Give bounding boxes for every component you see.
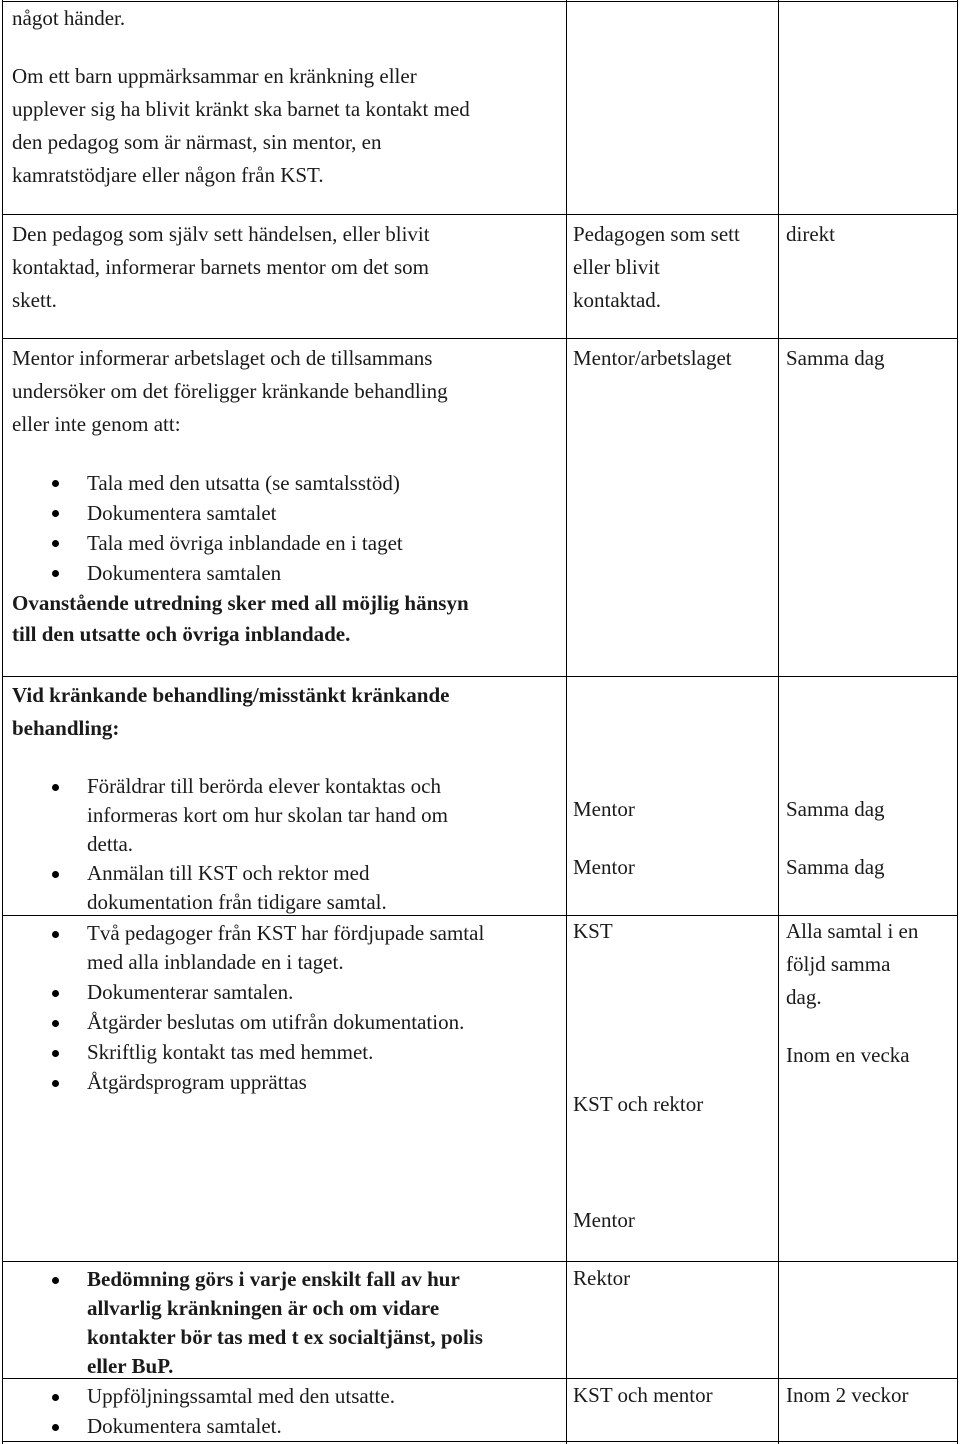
- investigation-bullet: Tala med övriga inblandade en i taget: [87, 528, 403, 558]
- child-report-line: Om ett barn uppmärksammar en kränkning eller: [12, 64, 417, 88]
- investigation-bullet: Tala med den utsatta (se samtalsstöd): [87, 468, 400, 498]
- mentor-informs-line: undersöker om det föreligger kränkande behandling: [12, 379, 448, 403]
- row-divider-2: [2, 338, 958, 339]
- bullet-icon: [52, 1394, 59, 1401]
- assessment-bullet: Bedömning görs i varje enskilt fall av hur allvarlig kränkningen är och om vidare kontakter bör tas med t ex socialtjänst, polis eller BuP.: [87, 1265, 483, 1381]
- bullet-icon: [52, 1020, 59, 1027]
- responsible-cell: Mentor: [573, 797, 635, 821]
- responsible-cell: Mentor: [573, 1208, 635, 1232]
- table-border-bottom: [2, 1441, 958, 1442]
- responsible-cell: KST och rektor: [573, 1092, 704, 1116]
- bullet-icon: [52, 1424, 59, 1431]
- investigation-note-line: Ovanstående utredning sker med all möjlig hänsyn: [12, 591, 469, 615]
- timing-cell: Samma dag: [786, 346, 885, 370]
- column-divider-1: [566, 0, 567, 1444]
- action-bullet: Åtgärder beslutas om utifrån dokumentation.: [87, 1008, 464, 1037]
- action-bullet: Dokumenterar samtalen.: [87, 978, 293, 1007]
- section-heading-line: behandling:: [12, 716, 120, 740]
- action-bullet: Skriftlig kontakt tas med hemmet.: [87, 1038, 373, 1067]
- timing-cell: Samma dag: [786, 855, 885, 879]
- responsible-cell: Mentor: [573, 855, 635, 879]
- row-divider-5: [2, 1261, 958, 1262]
- timing-cell: Inom 2 veckor: [786, 1383, 909, 1407]
- row-divider-1: [2, 214, 958, 215]
- row-divider-3: [2, 676, 958, 677]
- intro-tail-text: något händer.: [12, 6, 126, 30]
- followup-bullet: Uppföljningssamtal med den utsatte.: [87, 1382, 395, 1411]
- timing-cell: Alla samtal i en: [786, 919, 919, 943]
- table-border-left: [2, 0, 3, 1444]
- action-bullet: Två pedagoger från KST har fördjupade samtal med alla inblandade en i taget.: [87, 919, 484, 977]
- table-border-right: [957, 0, 958, 1444]
- responsible-cell: Mentor/arbetslaget: [573, 346, 732, 370]
- investigation-bullet: Dokumentera samtalet: [87, 498, 277, 528]
- mentor-informs-line: eller inte genom att:: [12, 412, 181, 436]
- bullet-icon: [52, 990, 59, 997]
- child-report-line: den pedagog som är närmast, sin mentor, en: [12, 130, 382, 154]
- action-bullet: Föräldrar till berörda elever kontaktas och informeras kort om hur skolan tar hand om detta.: [87, 772, 448, 859]
- child-report-line: upplever sig ha blivit kränkt ska barnet ta kontakt med: [12, 97, 470, 121]
- timing-cell: Inom en vecka: [786, 1043, 910, 1067]
- responsible-cell: eller blivit: [573, 255, 660, 279]
- investigation-note-line: till den utsatte och övriga inblandade.: [12, 622, 351, 646]
- pedagog-informs-line: kontaktad, informerar barnets mentor om det som: [12, 255, 429, 279]
- row-divider-top: [2, 1, 958, 2]
- bullet-icon: [52, 871, 59, 878]
- bullet-icon: [52, 931, 59, 938]
- timing-cell: direkt: [786, 222, 835, 246]
- responsible-cell: Rektor: [573, 1266, 631, 1290]
- child-report-line: kamratstödjare eller någon från KST.: [12, 163, 324, 187]
- bullet-icon: [52, 1080, 59, 1087]
- action-bullet: Åtgärdsprogram upprättas: [87, 1068, 307, 1097]
- bullet-icon: [52, 1050, 59, 1057]
- responsible-cell: Pedagogen som sett: [573, 222, 740, 246]
- responsible-cell: KST: [573, 919, 613, 943]
- bullet-icon: [52, 1277, 59, 1284]
- column-divider-2: [778, 0, 779, 1444]
- timing-cell: Samma dag: [786, 797, 885, 821]
- pedagog-informs-line: Den pedagog som själv sett händelsen, eller blivit: [12, 222, 430, 246]
- responsible-cell: KST och mentor: [573, 1383, 713, 1407]
- action-bullet: Anmälan till KST och rektor med dokumentation från tidigare samtal.: [87, 859, 387, 917]
- responsible-cell: kontaktad.: [573, 288, 662, 312]
- pedagog-informs-line: skett.: [12, 288, 57, 312]
- section-heading-line: Vid kränkande behandling/misstänkt kränkande: [12, 683, 450, 707]
- followup-bullet: Dokumentera samtalet.: [87, 1412, 282, 1441]
- timing-cell: dag.: [786, 985, 822, 1009]
- mentor-informs-line: Mentor informerar arbetslaget och de tillsammans: [12, 346, 433, 370]
- investigation-bullet: Dokumentera samtalen: [87, 558, 281, 588]
- bullet-icon: [52, 784, 59, 791]
- timing-cell: följd samma: [786, 952, 891, 976]
